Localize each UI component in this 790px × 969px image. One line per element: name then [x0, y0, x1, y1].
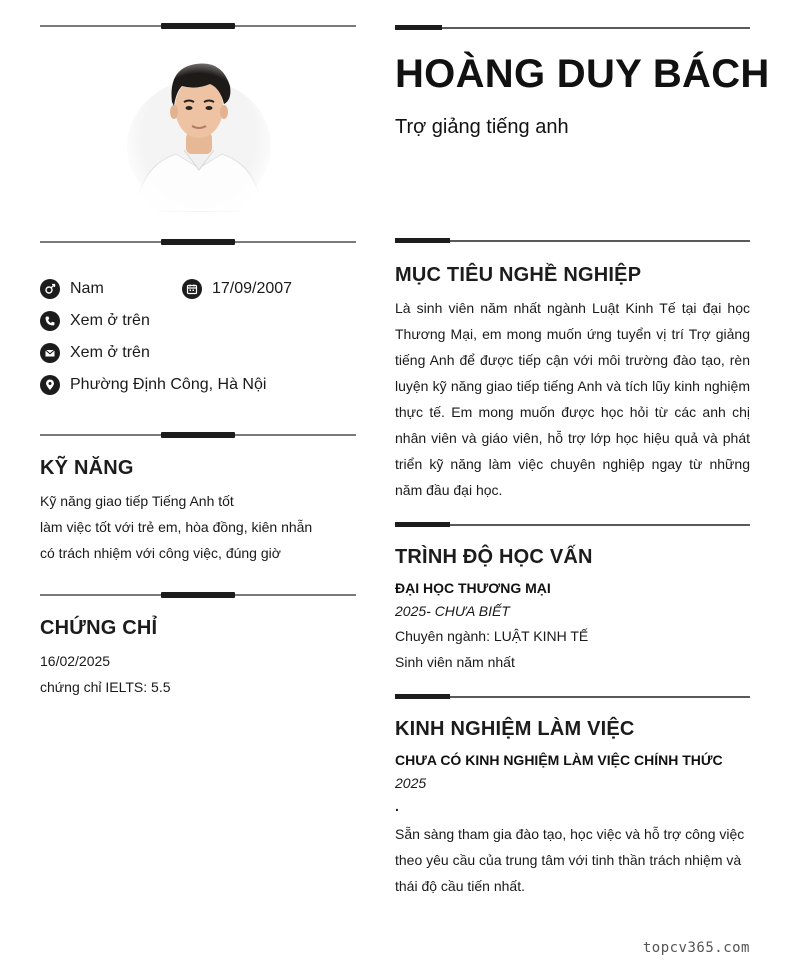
- certificates-list: [40, 648, 356, 700]
- phone-text: Xem ở trên: [70, 312, 150, 329]
- email-text: Xem ở trên: [70, 344, 150, 361]
- divider-left-skills: [40, 431, 356, 439]
- skills-heading: KỸ NĂNG: [40, 457, 134, 479]
- divider-left-top: [40, 22, 356, 30]
- experience-text: Sẵn sàng tham gia đào tạo, học việc và hỗ trợ công việc theo yêu cầu của trung tâm với tinh thần trách nhiệm và thái độ cầu tiến nhất.: [395, 826, 745, 894]
- education-heading: TRÌNH ĐỘ HỌC VẤN: [395, 546, 593, 568]
- divider-right-experience: [395, 694, 750, 700]
- certificates-heading: CHỨNG CHỈ: [40, 617, 158, 639]
- location-icon: [40, 375, 60, 395]
- experience-period: 2025: [395, 775, 427, 791]
- divider-right-top: [395, 25, 750, 31]
- gender-icon: [40, 279, 60, 299]
- skill-item: có trách nhiệm với công việc, đúng giờ: [40, 545, 281, 561]
- candidate-name: HOÀNG DUY BÁCH: [395, 52, 770, 96]
- experience-bullet: .: [395, 798, 399, 814]
- phone-row: [40, 311, 150, 331]
- education-status: Sinh viên năm nhất: [395, 654, 515, 670]
- skill-item: làm việc tốt với trẻ em, hòa đồng, kiên nhẫn: [40, 519, 313, 535]
- certificate-item: chứng chỉ IELTS: 5.5: [40, 679, 171, 695]
- birthdate-row: [182, 279, 292, 299]
- phone-icon: [40, 311, 60, 331]
- gender-text: Nam: [70, 280, 104, 297]
- education-major: Chuyên ngành: LUẬT KINH TẾ: [395, 628, 589, 644]
- skill-item: Kỹ năng giao tiếp Tiếng Anh tốt: [40, 493, 234, 509]
- candidate-role: Trợ giảng tiếng anh: [395, 116, 569, 138]
- objective-text: Là sinh viên năm nhất ngành Luật Kinh Tế tại đại học Thương Mại, em mong muốn ứng tuyển vị trí Trợ giảng tiếng Anh để được tiếp cận với môi trường đào tạo, rèn luyện kỹ năng giao tiếp tiếng Anh và tích lũy kinh nghiệm thực tế. Em mong muốn được học hỏi từ các anh chị nhân viên và giáo viên, hỗ trợ lớp học hiệu quả và phát triển kỹ năng làm việc chuyên nghiệp ngay từ những năm đầu đại học.: [395, 300, 750, 498]
- education-period: 2025- CHƯA BIẾT: [395, 603, 510, 619]
- education-school: ĐẠI HỌC THƯƠNG MẠI: [395, 580, 551, 596]
- divider-right-education: [395, 522, 750, 528]
- email-icon: [40, 343, 60, 363]
- divider-left-certificates: [40, 591, 356, 599]
- avatar: [126, 46, 272, 212]
- address-row: [40, 375, 266, 395]
- email-row: [40, 343, 150, 363]
- certificate-item: 16/02/2025: [40, 653, 111, 669]
- calendar-icon: [182, 279, 202, 299]
- experience-title: CHƯA CÓ KINH NGHIỆM LÀM VIỆC CHÍNH THỨC: [395, 752, 723, 768]
- address-text: Phường Định Công, Hà Nội: [70, 376, 267, 393]
- gender-row: [40, 279, 104, 299]
- skills-list: [40, 488, 356, 566]
- objective-heading: MỤC TIÊU NGHỀ NGHIỆP: [395, 264, 642, 286]
- divider-right-objective: [395, 238, 750, 244]
- birthdate-text: 17/09/2007: [212, 280, 293, 297]
- divider-left-profile: [40, 238, 356, 246]
- watermark: topcv365.com: [642, 940, 750, 956]
- experience-heading: KINH NGHIỆM LÀM VIỆC: [395, 718, 635, 740]
